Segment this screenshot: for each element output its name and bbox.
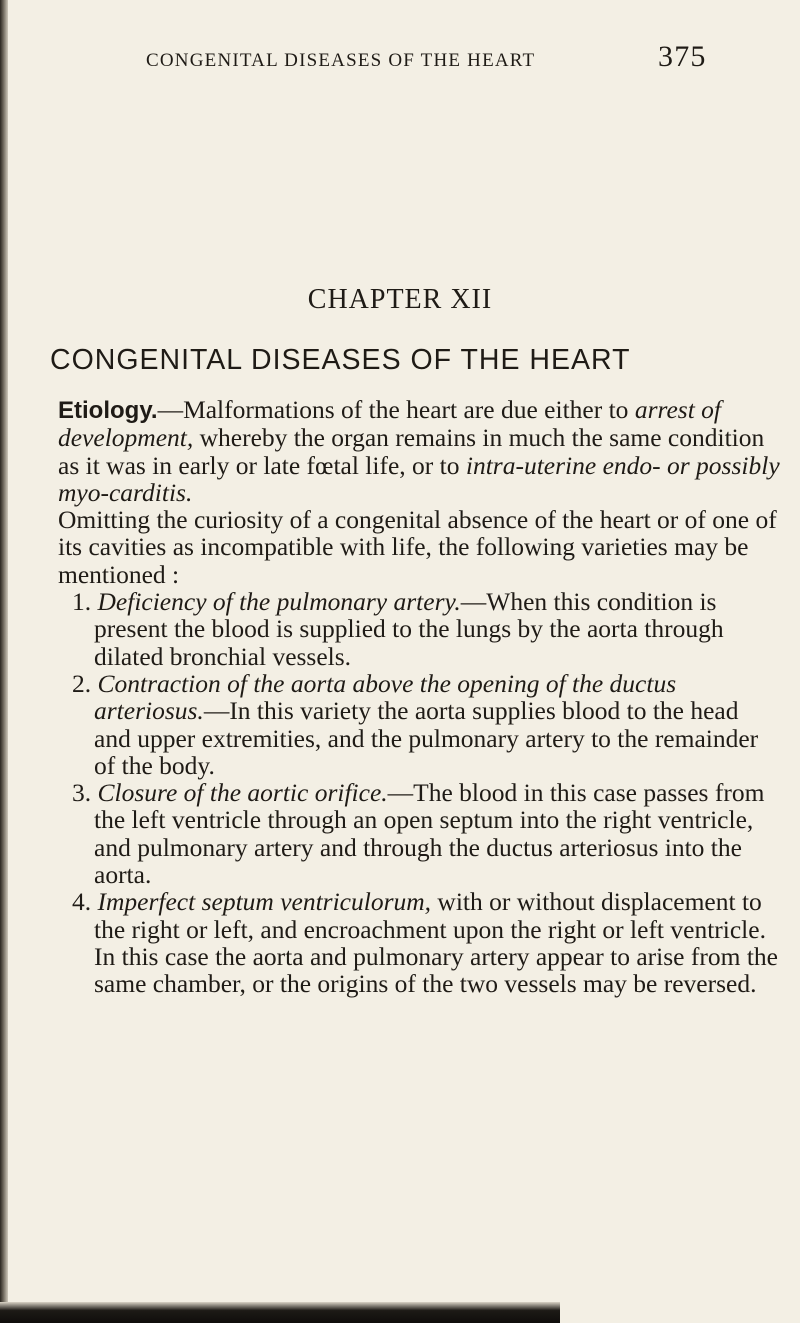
list-item: 2. Contraction of the aorta above the opening of the ductus arteriosus.—In this variety the aorta supplies blood to the head and upper extremities, and the pulmonary artery to the remainder of the body. [72, 668, 759, 780]
item-title: Imperfect septum ventriculorum, [97, 887, 432, 917]
list-item: 3. Closure of the aortic orifice.—The blood in this case passes from the left ventricle through an open septum into the right ventricle, and pulmonary artery and through the ductus arteriosus into the aorta. [72, 778, 765, 890]
list-item: 4. Imperfect septum ventriculorum, with or without displacement to the right or left, and encroachment upon the right or left ventricle. In this case the aorta and pulmonary artery appear to arise from the same chamber, or the origins of the two vessels may be reversed. [72, 887, 778, 999]
list-item: 1. Deficiency of the pulmonary artery.—When this condition is present the blood is supplied to the lungs by the aorta through dilated bronchial vessels. [72, 587, 724, 671]
running-head [146, 40, 766, 73]
running-head-title: CONGENITAL DISEASES OF THE HEART [146, 50, 536, 71]
item-title: Contraction of the aorta above the opening of the ductus arteriosus. [94, 668, 677, 726]
item-title: Closure of the aortic orifice. [97, 778, 388, 808]
item-title: Deficiency of the pulmonary artery. [97, 587, 461, 617]
body-text [50, 396, 780, 998]
intro-paragraph: Omitting the curiosity of a congenital absence of the heart or of one of its cavities as incompatible with life, the following varieties may be mentioned : [58, 505, 777, 589]
etiology-heading: Etiology. [58, 397, 158, 424]
page-bottom-edge [0, 1302, 560, 1323]
chapter-label: CHAPTER XII [307, 284, 493, 315]
binding-edge-shadow [0, 0, 8, 1323]
etiology-paragraph: Etiology.—Malformations of the heart are due either to arrest of development, whereby the organ remains in much the same condition as it was in early or late fœtal life, or to intra-uterine endo- or possibly myo-carditis. [58, 395, 780, 507]
chapter-title: CONGENITAL DISEASES OF THE HEART [50, 344, 631, 376]
page-number: 375 [658, 40, 707, 73]
